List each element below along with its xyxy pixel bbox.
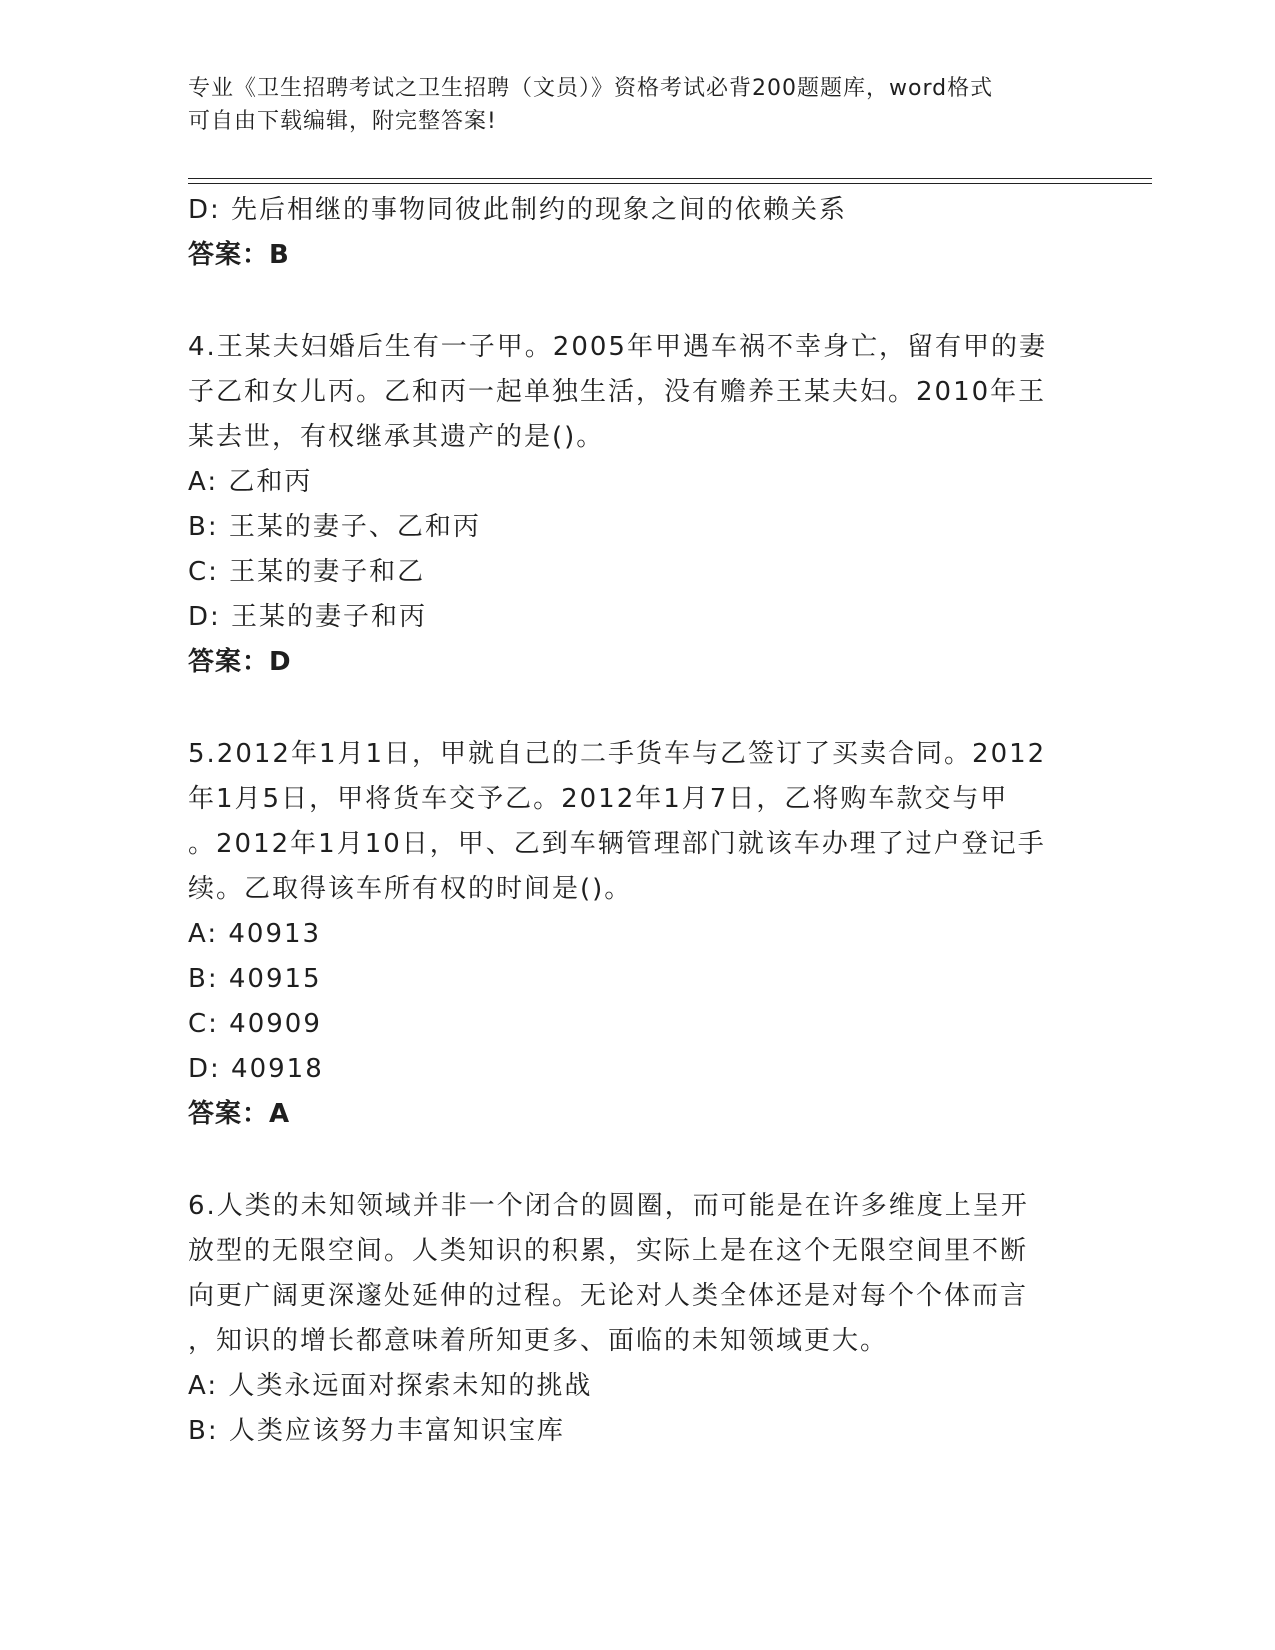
q6-stem-line: 向更广阔更深邃处延伸的过程。无论对人类全体还是对每个个体而言 (188, 1281, 1029, 1311)
q4-option-a: A: 乙和丙 (188, 467, 313, 497)
q4-stem-line: 子乙和女儿丙。乙和丙一起单独生活，没有赡养王某夫妇。2010年王 (188, 377, 1047, 407)
header-line-2: 可自由下载编辑，附完整答案! (188, 109, 497, 134)
question-5 (188, 732, 1088, 1137)
question-3 (188, 188, 1088, 278)
q6-option-a: A: 人类永远面对探索未知的挑战 (188, 1371, 593, 1401)
q5-option-d: D: 40918 (188, 1054, 324, 1084)
spacer (188, 278, 1088, 325)
q6-option-b: B: 人类应该努力丰富知识宝库 (188, 1416, 565, 1446)
q4-option-b: B: 王某的妻子、乙和丙 (188, 512, 481, 542)
question-6 (188, 1184, 1088, 1454)
q5-option-b: B: 40915 (188, 964, 322, 994)
question-4 (188, 325, 1088, 685)
spacer (188, 685, 1088, 732)
q5-option-a: A: 40913 (188, 919, 322, 949)
header-divider-top (188, 178, 1152, 179)
q6-stem-line: 6.人类的未知领域并非一个闭合的圆圈，而可能是在许多维度上呈开 (188, 1191, 1029, 1221)
q5-stem-line: 5.2012年1月1日，甲就自己的二手货车与乙签订了买卖合同。2012 (188, 739, 1047, 769)
q3-answer: 答案：B (188, 240, 290, 270)
q4-stem-line: 4.王某夫妇婚后生有一子甲。2005年甲遇车祸不幸身亡，留有甲的妻 (188, 332, 1047, 362)
q5-stem-line: 年1月5日，甲将货车交予乙。2012年1月7日，乙将购车款交与甲 (188, 784, 1009, 814)
q4-option-d: D: 王某的妻子和丙 (188, 602, 428, 632)
q4-answer: 答案：D (188, 647, 292, 677)
q6-stem-line: ，知识的增长都意味着所知更多、面临的未知领域更大。 (188, 1326, 889, 1356)
q3-option-d: D: 先后相继的事物同彼此制约的现象之间的依赖关系 (188, 195, 848, 225)
q5-stem-line: 。2012年1月10日，甲、乙到车辆管理部门就该车办理了过户登记手 (188, 829, 1046, 859)
q6-stem-line: 放型的无限空间。人类知识的积累，实际上是在这个无限空间里不断 (188, 1236, 1029, 1266)
q5-stem-line: 续。乙取得该车所有权的时间是()。 (188, 874, 633, 904)
page-header (188, 72, 1068, 138)
q5-answer: 答案：A (188, 1099, 291, 1129)
document-body (188, 188, 1088, 1454)
spacer (188, 1137, 1088, 1184)
header-line-1: 专业《卫生招聘考试之卫生招聘（文员）》资格考试必背200题题库，word格式 (188, 76, 994, 101)
q4-stem-line: 某去世，有权继承其遗产的是()。 (188, 422, 605, 452)
header-divider-bottom (188, 183, 1152, 184)
q5-option-c: C: 40909 (188, 1009, 322, 1039)
q4-option-c: C: 王某的妻子和乙 (188, 557, 426, 587)
